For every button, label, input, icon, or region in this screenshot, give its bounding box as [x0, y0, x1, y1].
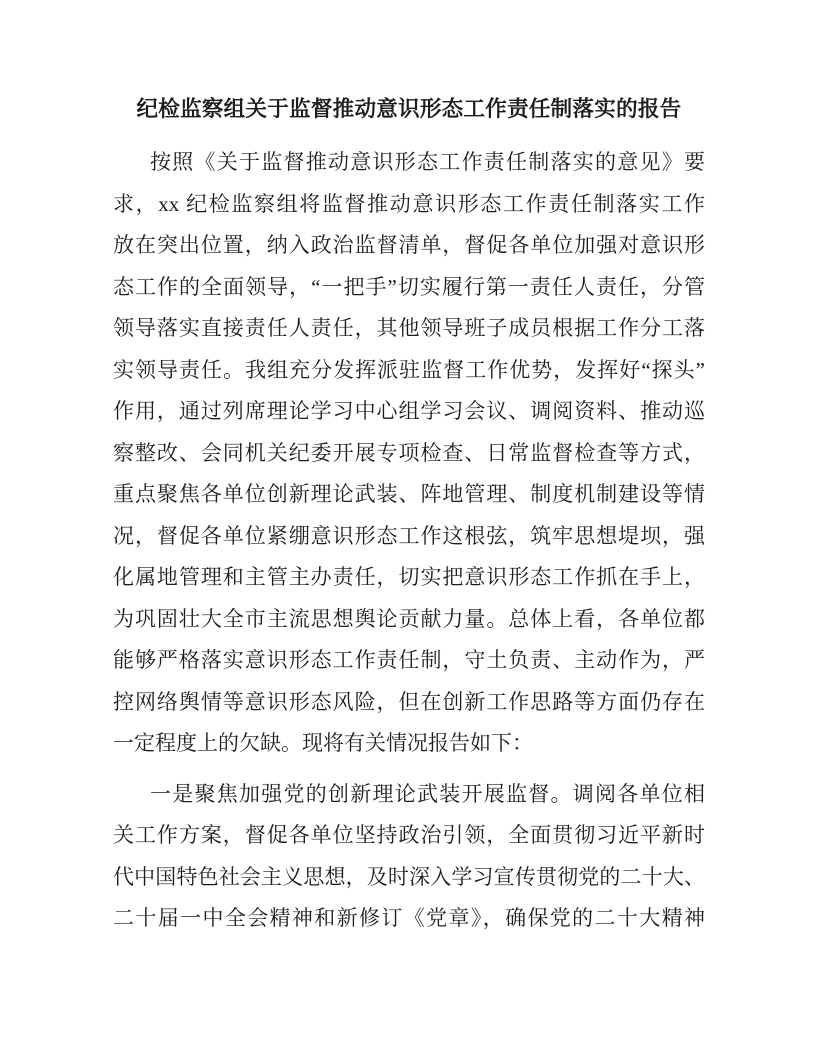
- document-title: 纪检监察组关于监督推动意识形态工作责任制落实的报告: [136, 97, 682, 121]
- text-line: 态工作的全面领导，“一把手”切实履行第一责任人责任，分管: [113, 274, 705, 299]
- text-line: 作用，通过列席理论学习中心组学习会议、调阅资料、推动巡: [113, 399, 705, 423]
- text-line: 化属地管理和主管主办责任，切实把意识形态工作抓在手上，: [113, 565, 705, 589]
- text-line: 按照《关于监督推动意识形态工作责任制落实的意见》要: [150, 150, 705, 174]
- text-line: 二十届一中全会精神和新修订《党章》，确保党的二十大精神: [113, 906, 705, 930]
- paragraph-1: [113, 142, 705, 765]
- text-line: 重点聚焦各单位创新理论武装、阵地管理、制度机制建设等情: [113, 482, 705, 506]
- text-line: 实领导责任。我组充分发挥派驻监督工作优势，发挥好“探头”: [113, 357, 705, 382]
- text-line: 代中国特色社会主义思想，及时深入学习宣传贯彻党的二十大、: [113, 864, 705, 889]
- text-line: 察整改、会同机关纪委开展专项检查、日常监督检查等方式，: [113, 440, 705, 465]
- text-line: 领导落实直接责任人责任，其他领导班子成员根据工作分工落: [113, 316, 705, 340]
- text-line: 关工作方案，督促各单位坚持政治引领，全面贯彻习近平新时: [113, 823, 705, 847]
- text-line: 为巩固壮大全市主流思想舆论贡献力量。总体上看，各单位都: [113, 606, 705, 631]
- text-line: 控网络舆情等意识形态风险，但在创新工作思路等方面仍存在: [113, 689, 705, 714]
- text-line: 一是聚焦加强党的创新理论武装开展监督。调阅各单位相: [150, 781, 705, 806]
- text-line: 况，督促各单位紧绷意识形态工作这根弦，筑牢思想堤坝，强: [113, 523, 705, 548]
- paragraph-2: [113, 774, 705, 940]
- text-line: 放在突出位置，纳入政治监督清单，督促各单位加强对意识形: [113, 233, 705, 257]
- text-line: 一定程度上的欠缺。现将有关情况报告如下：: [113, 731, 533, 755]
- text-line: 求，xx 纪检监察组将监督推动意识形态工作责任制落实工作: [113, 191, 705, 216]
- text-line: 能够严格落实意识形态工作责任制，守土负责、主动作为，严: [113, 648, 705, 672]
